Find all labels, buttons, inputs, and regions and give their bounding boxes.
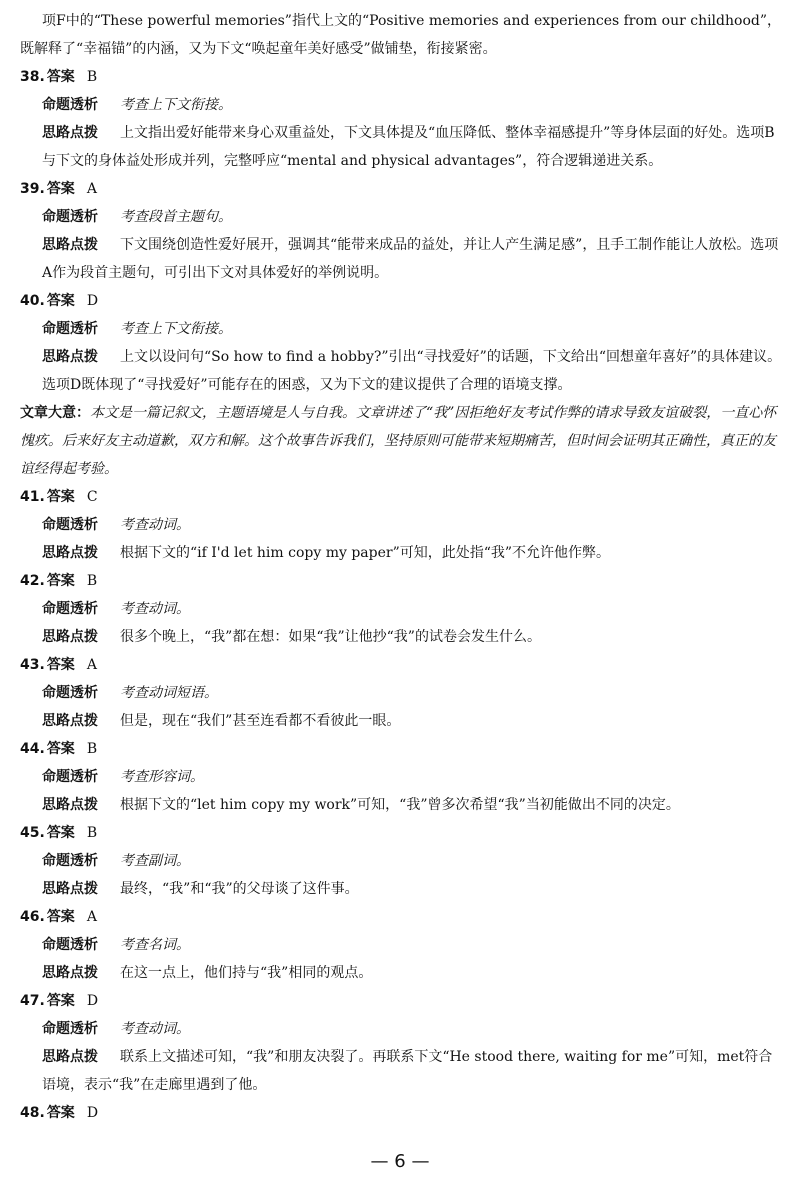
hint-line	[20, 1043, 782, 1099]
hint-text: 联系上文描述可知，“我”和朋友决裂了。再联系下文“He stood there, waiting for me”可知，met符合语境，表示“我”在走廊里遇到了他。	[42, 1049, 773, 1093]
answer-label: 答案	[46, 489, 75, 505]
hint-line	[20, 119, 782, 175]
hint-line	[20, 959, 782, 987]
answer-label: 答案	[46, 181, 75, 197]
focus-line	[20, 1015, 782, 1043]
hint-line	[20, 875, 782, 903]
focus-line	[20, 315, 782, 343]
hint-line	[20, 623, 782, 651]
focus-text: 考查动词。	[120, 601, 190, 617]
focus-label: 命题透析	[42, 209, 98, 225]
item-number: 45.	[20, 825, 45, 841]
focus-line	[20, 203, 782, 231]
focus-label: 命题透析	[42, 937, 98, 953]
answer-label: 答案	[46, 69, 75, 85]
answer-key-page	[20, 0, 782, 1127]
hint-label: 思路点拨	[42, 713, 98, 729]
summary-text: 本文是一篇记叙文，主题语境是人与自我。文章讲述了“我”因拒绝好友考试作弊的请求导致友谊破裂，一直心怀愧疚。后来好友主动道歉，双方和解。这个故事告诉我们，坚持原则可能带来短期痛苦，但时间会证明其正确性，真正的友谊经得起考验。	[20, 405, 777, 477]
answer-label: 答案	[46, 825, 75, 841]
answer-label: 答案	[46, 993, 75, 1009]
item-number: 46.	[20, 909, 45, 925]
answer-line	[20, 735, 782, 763]
focus-text: 考查上下文衔接。	[120, 97, 232, 113]
hint-label: 思路点拨	[42, 1049, 98, 1065]
focus-line	[20, 91, 782, 119]
answer-label: 答案	[46, 573, 75, 589]
answer-line	[20, 567, 782, 595]
focus-text: 考查副词。	[120, 853, 190, 869]
intro-paragraph: 项F中的“These powerful memories”指代上文的“Positive memories and experiences from our childhood”，既解释了“幸福锚”的内涵，又为下文“唤起童年美好感受”做铺垫，衔接紧密。	[20, 13, 781, 57]
item-number: 48.	[20, 1105, 45, 1121]
answer-value: B	[86, 825, 98, 841]
answer-value: B	[86, 573, 98, 589]
answer-label: 答案	[46, 909, 75, 925]
focus-line	[20, 679, 782, 707]
hint-text: 最终，“我”和“我”的父母谈了这件事。	[120, 881, 359, 897]
focus-text: 考查名词。	[120, 937, 190, 953]
hint-line	[20, 791, 782, 819]
answer-label: 答案	[46, 1105, 75, 1121]
focus-text: 考查动词。	[120, 1021, 190, 1037]
focus-line	[20, 511, 782, 539]
hint-label: 思路点拨	[42, 797, 98, 813]
hint-text: 但是，现在“我们”甚至连看都不看彼此一眼。	[120, 713, 401, 729]
answer-value: B	[86, 741, 98, 757]
hint-text: 很多个晚上，“我”都在想：如果“我”让他抄“我”的试卷会发生什么。	[120, 629, 541, 645]
answer-value: C	[86, 489, 98, 505]
hint-text: 上文以设问句“So how to find a hobby?”引出“寻找爱好”的话题，下文给出“回想童年喜好”的具体建议。选项D既体现了“寻找爱好”可能存在的困惑，又为下文的建议提供了合理的语境支撑。	[42, 349, 782, 393]
focus-text: 考查动词。	[120, 517, 190, 533]
hint-label: 思路点拨	[42, 881, 98, 897]
item-number: 38.	[20, 69, 45, 85]
page-number: — 6 —	[370, 1151, 430, 1172]
focus-label: 命题透析	[42, 853, 98, 869]
item-number: 40.	[20, 293, 45, 309]
answer-label: 答案	[46, 741, 75, 757]
hint-line	[20, 343, 782, 399]
hint-text: 根据下文的“if I'd let him copy my paper”可知，此处指“我”不允许他作弊。	[120, 545, 611, 561]
focus-label: 命题透析	[42, 601, 98, 617]
item-number: 47.	[20, 993, 45, 1009]
hint-label: 思路点拨	[42, 349, 98, 365]
answer-value: A	[86, 909, 97, 925]
hint-line	[20, 231, 782, 287]
answer-line	[20, 483, 782, 511]
hint-text: 上文指出爱好能带来身心双重益处，下文具体提及“血压降低、整体幸福感提升”等身体层面的好处。选项B与下文的身体益处形成并列，完整呼应“mental and physical advantages”，符合逻辑递进关系。	[42, 125, 775, 169]
answer-value: B	[86, 69, 98, 85]
focus-label: 命题透析	[42, 321, 98, 337]
answer-value: D	[86, 993, 99, 1009]
item-number: 43.	[20, 657, 45, 673]
answer-value: A	[86, 657, 97, 673]
focus-line	[20, 763, 782, 791]
item-number: 39.	[20, 181, 45, 197]
answer-value: A	[86, 181, 97, 197]
answer-value: D	[86, 1105, 99, 1121]
answer-value: D	[86, 293, 99, 309]
answer-line	[20, 651, 782, 679]
hint-label: 思路点拨	[42, 125, 98, 141]
hint-text: 根据下文的“let him copy my work”可知，“我”曾多次希望“我”当初能做出不同的决定。	[120, 797, 680, 813]
answer-line	[20, 175, 782, 203]
item-number: 42.	[20, 573, 45, 589]
article-summary	[20, 399, 782, 483]
hint-label: 思路点拨	[42, 237, 98, 253]
hint-label: 思路点拨	[42, 629, 98, 645]
focus-text: 考查动词短语。	[120, 685, 218, 701]
hint-text: 下文围绕创造性爱好展开，强调其“能带来成品的益处，并让人产生满足感”，且手工制作能让人放松。选项A作为段首主题句，可引出下文对具体爱好的举例说明。	[42, 237, 779, 281]
focus-label: 命题透析	[42, 97, 98, 113]
hint-label: 思路点拨	[42, 545, 98, 561]
hint-line	[20, 707, 782, 735]
hint-label: 思路点拨	[42, 965, 98, 981]
focus-text: 考查形容词。	[120, 769, 204, 785]
answer-label: 答案	[46, 657, 75, 673]
answer-line	[20, 63, 782, 91]
focus-label: 命题透析	[42, 769, 98, 785]
answer-line	[20, 903, 782, 931]
answer-line	[20, 819, 782, 847]
item-number: 41.	[20, 489, 45, 505]
focus-text: 考查上下文衔接。	[120, 321, 232, 337]
focus-line	[20, 931, 782, 959]
focus-label: 命题透析	[42, 517, 98, 533]
focus-line	[20, 847, 782, 875]
focus-label: 命题透析	[42, 1021, 98, 1037]
item-number: 44.	[20, 741, 45, 757]
answer-line	[20, 287, 782, 315]
focus-line	[20, 595, 782, 623]
summary-label: 文章大意：	[20, 405, 90, 421]
focus-text: 考查段首主题句。	[120, 209, 232, 225]
answer-label: 答案	[46, 293, 75, 309]
focus-label: 命题透析	[42, 685, 98, 701]
hint-line	[20, 539, 782, 567]
hint-text: 在这一点上，他们持与“我”相同的观点。	[120, 965, 373, 981]
answer-line	[20, 987, 782, 1015]
answer-line	[20, 1099, 782, 1127]
